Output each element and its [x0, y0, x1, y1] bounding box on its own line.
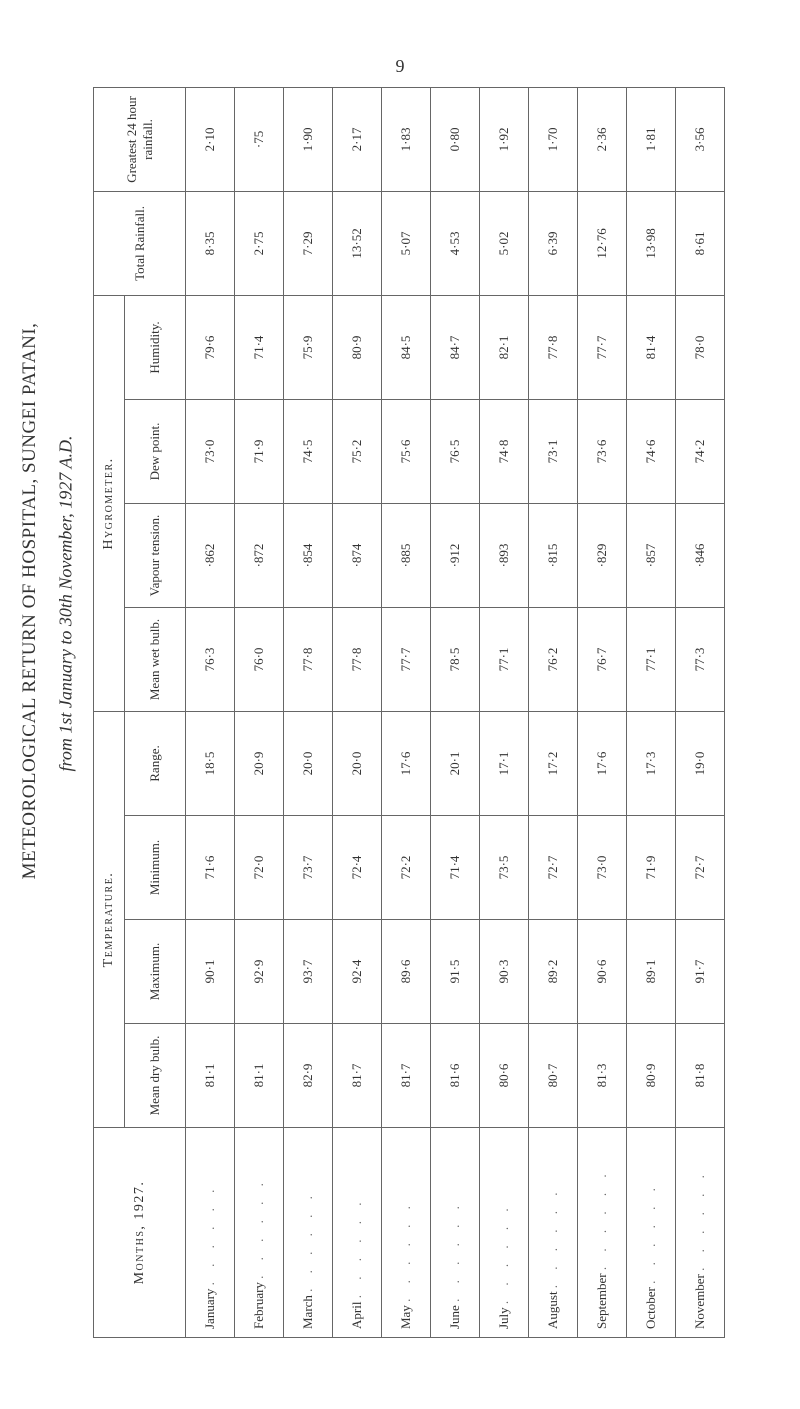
months-header: Months, 1927.	[94, 1128, 186, 1338]
value-cell: 72·4	[333, 816, 382, 920]
value-cell: 91·5	[431, 920, 480, 1024]
value-cell: 81·3	[578, 1024, 627, 1128]
value-cell: 72·7	[529, 816, 578, 920]
month-label: March	[300, 1295, 315, 1329]
value-cell: 17·6	[578, 712, 627, 816]
leader-dots: . . . . . .	[398, 1200, 413, 1302]
value-cell: 75·2	[333, 400, 382, 504]
value-cell: 77·8	[333, 608, 382, 712]
table-row	[235, 87, 284, 1337]
value-cell: 73·0	[578, 816, 627, 920]
table-row	[676, 87, 725, 1337]
value-cell: 0·80	[431, 87, 480, 191]
value-cell: 18·5	[186, 712, 235, 816]
month-label: April	[349, 1301, 364, 1329]
value-cell: 81·6	[431, 1024, 480, 1128]
value-cell: 76·0	[235, 608, 284, 712]
value-cell: 81·7	[333, 1024, 382, 1128]
value-cell: 17·6	[382, 712, 431, 816]
value-cell: ·893	[480, 504, 529, 608]
leader-dots: . . . . . .	[692, 1169, 707, 1271]
value-cell: 81·8	[676, 1024, 725, 1128]
month-cell	[676, 1128, 725, 1338]
table-row	[529, 87, 578, 1337]
month-label: July	[496, 1307, 511, 1329]
value-cell: 3·56	[676, 87, 725, 191]
value-cell: 77·8	[529, 295, 578, 399]
table-row	[578, 87, 627, 1337]
value-cell: 1·81	[627, 87, 676, 191]
value-cell: 77·3	[676, 608, 725, 712]
value-cell: 1·92	[480, 87, 529, 191]
month-cell	[431, 1128, 480, 1338]
value-cell: 84·7	[431, 295, 480, 399]
month-label: October	[643, 1287, 658, 1329]
value-cell: 77·1	[627, 608, 676, 712]
value-cell: 89·6	[382, 920, 431, 1024]
leader-dots: . . . . . .	[496, 1202, 511, 1305]
month-cell	[529, 1128, 578, 1338]
leader-dots: . . . . . .	[349, 1196, 364, 1299]
table-row	[284, 87, 333, 1337]
value-cell: 17·2	[529, 712, 578, 816]
column-header-maximum: Maximum.	[125, 920, 186, 1024]
column-header-greatest-rainfall: Greatest 24 hour rainfall.	[94, 87, 186, 191]
value-cell: 89·2	[529, 920, 578, 1024]
value-cell: 76·3	[186, 608, 235, 712]
value-cell: ·912	[431, 504, 480, 608]
value-cell: ·862	[186, 504, 235, 608]
column-header-vapour-tension: Vapour tension.	[125, 504, 186, 608]
value-cell: 80·9	[627, 1024, 676, 1128]
column-header-minimum: Minimum.	[125, 816, 186, 920]
report-subtitle: from 1st January to 30th November, 1927 A.D.	[55, 435, 76, 772]
value-cell: 74·8	[480, 400, 529, 504]
column-header-humidity: Humidity.	[125, 295, 186, 399]
leader-dots: . . . . . .	[251, 1177, 266, 1279]
month-label: November	[692, 1274, 707, 1329]
month-label: September	[594, 1273, 609, 1329]
value-cell: 78·0	[676, 295, 725, 399]
table-row	[627, 87, 676, 1337]
value-cell: 13·52	[333, 191, 382, 295]
value-cell: 17·1	[480, 712, 529, 816]
value-cell: 71·9	[627, 816, 676, 920]
value-cell: 76·5	[431, 400, 480, 504]
value-cell: 73·5	[480, 816, 529, 920]
value-cell: ·872	[235, 504, 284, 608]
value-cell: 17·3	[627, 712, 676, 816]
column-header-mean-dry-bulb: Mean dry bulb.	[125, 1024, 186, 1128]
value-cell: ·885	[382, 504, 431, 608]
value-cell: 1·70	[529, 87, 578, 191]
column-header-range: Range.	[125, 712, 186, 816]
value-cell: 81·4	[627, 295, 676, 399]
month-label: May	[398, 1305, 413, 1329]
month-cell	[186, 1128, 235, 1338]
value-cell: 75·9	[284, 295, 333, 399]
column-header-mean-wet-bulb: Mean wet bulb.	[125, 608, 186, 712]
leader-dots: . . . . . .	[300, 1190, 315, 1292]
report-title: METEOROLOGICAL RETURN OF HOSPITAL, SUNGEI PATANI,	[19, 322, 40, 880]
column-header-dew-point: Dew point.	[125, 400, 186, 504]
value-cell: ·815	[529, 504, 578, 608]
value-cell: 90·1	[186, 920, 235, 1024]
month-label: August	[545, 1291, 560, 1329]
value-cell: 5·07	[382, 191, 431, 295]
value-cell: 5·02	[480, 191, 529, 295]
month-label: June	[447, 1305, 462, 1329]
value-cell: 77·7	[382, 608, 431, 712]
leader-dots: . . . . . .	[447, 1200, 462, 1302]
value-cell: 76·7	[578, 608, 627, 712]
month-cell	[284, 1128, 333, 1338]
month-cell	[578, 1128, 627, 1338]
month-cell	[333, 1128, 382, 1338]
month-cell	[627, 1128, 676, 1338]
value-cell: 74·2	[676, 400, 725, 504]
leader-dots: . . . . . .	[202, 1183, 217, 1286]
value-cell: 19·0	[676, 712, 725, 816]
value-cell: 81·1	[235, 1024, 284, 1128]
value-cell: 90·3	[480, 920, 529, 1024]
value-cell: 82·1	[480, 295, 529, 399]
page-number: 9	[395, 56, 405, 76]
value-cell: 72·2	[382, 816, 431, 920]
value-cell: ·846	[676, 504, 725, 608]
value-cell: 75·6	[382, 400, 431, 504]
value-cell: 82·9	[284, 1024, 333, 1128]
value-cell: 80·7	[529, 1024, 578, 1128]
value-cell: 4·53	[431, 191, 480, 295]
value-cell: 8·61	[676, 191, 725, 295]
value-cell: 20·0	[284, 712, 333, 816]
value-cell: 71·6	[186, 816, 235, 920]
value-cell: 1·90	[284, 87, 333, 191]
month-cell	[235, 1128, 284, 1338]
value-cell: 77·7	[578, 295, 627, 399]
value-cell: ·874	[333, 504, 382, 608]
value-cell: 71·4	[235, 295, 284, 399]
value-cell: 77·1	[480, 608, 529, 712]
value-cell: 78·5	[431, 608, 480, 712]
value-cell: 72·0	[235, 816, 284, 920]
value-cell: 71·9	[235, 400, 284, 504]
value-cell: 91·7	[676, 920, 725, 1024]
value-cell: 13·98	[627, 191, 676, 295]
temperature-header: Temperature.	[94, 712, 125, 1128]
column-header-total-rainfall: Total Rainfall.	[94, 191, 186, 295]
value-cell: 73·0	[186, 400, 235, 504]
value-cell: 12·76	[578, 191, 627, 295]
value-cell: ·829	[578, 504, 627, 608]
month-label: January	[202, 1288, 217, 1329]
value-cell: 71·4	[431, 816, 480, 920]
leader-dots: . . . . . .	[594, 1168, 609, 1271]
hygrometer-header: Hygrometer.	[94, 295, 125, 711]
value-cell: ·75	[235, 87, 284, 191]
value-cell: 79·6	[186, 295, 235, 399]
table-row	[480, 87, 529, 1337]
table-row	[382, 87, 431, 1337]
table-frame	[93, 88, 800, 1338]
table-row	[186, 87, 235, 1337]
value-cell: 81·1	[186, 1024, 235, 1128]
leader-dots: . . . . . .	[545, 1186, 560, 1289]
value-cell: 20·1	[431, 712, 480, 816]
month-cell	[382, 1128, 431, 1338]
value-cell: 73·7	[284, 816, 333, 920]
value-cell: 80·6	[480, 1024, 529, 1128]
value-cell: 93·7	[284, 920, 333, 1024]
value-cell: 20·9	[235, 712, 284, 816]
value-cell: 2·10	[186, 87, 235, 191]
value-cell: 73·6	[578, 400, 627, 504]
value-cell: 80·9	[333, 295, 382, 399]
value-cell: ·854	[284, 504, 333, 608]
value-cell: 81·7	[382, 1024, 431, 1128]
table-row	[333, 87, 382, 1337]
value-cell: 2·17	[333, 87, 382, 191]
value-cell: 7·29	[284, 191, 333, 295]
value-cell: 74·6	[627, 400, 676, 504]
value-cell: 1·83	[382, 87, 431, 191]
value-cell: 90·6	[578, 920, 627, 1024]
table-row	[431, 87, 480, 1337]
value-cell: 8·35	[186, 191, 235, 295]
value-cell: 76·2	[529, 608, 578, 712]
value-cell: ·857	[627, 504, 676, 608]
value-cell: 2·36	[578, 87, 627, 191]
meteorological-table	[93, 87, 725, 1338]
value-cell: 2·75	[235, 191, 284, 295]
table-body	[186, 87, 725, 1337]
value-cell: 92·9	[235, 920, 284, 1024]
value-cell: 73·1	[529, 400, 578, 504]
value-cell: 84·5	[382, 295, 431, 399]
value-cell: 72·7	[676, 816, 725, 920]
value-cell: 89·1	[627, 920, 676, 1024]
value-cell: 20·0	[333, 712, 382, 816]
month-cell	[480, 1128, 529, 1338]
value-cell: 92·4	[333, 920, 382, 1024]
value-cell: 77·8	[284, 608, 333, 712]
value-cell: 6·39	[529, 191, 578, 295]
value-cell: 74·5	[284, 400, 333, 504]
month-label: February	[251, 1282, 266, 1329]
leader-dots: . . . . . .	[643, 1182, 658, 1284]
